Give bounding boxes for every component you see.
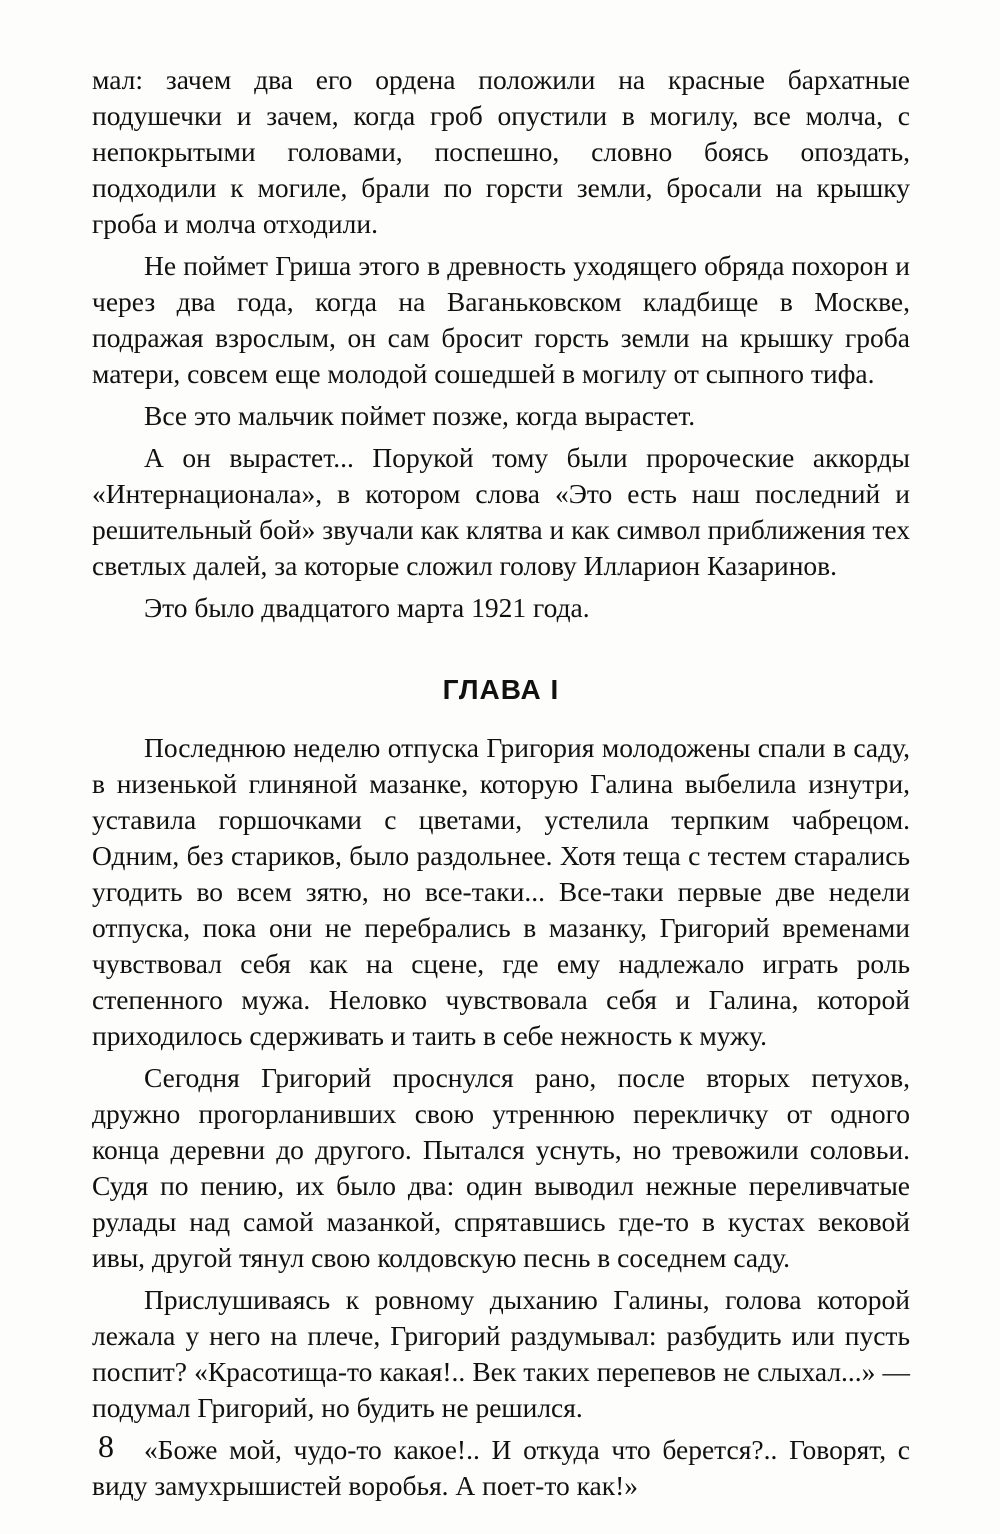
paragraph: Это было двадцатого марта 1921 года. bbox=[144, 592, 590, 623]
paragraph: Все это мальчик поймет позже, когда вырастет. bbox=[144, 400, 696, 431]
paragraph: А он вырастет... Порукой тому были пророческие аккорды «Интернационала», в котором слова «Это есть наш последний и решительный бой» звучали как клятва и как символ приближения тех светлых далей, за которые сложил голову Илларион Казаринов. bbox=[92, 442, 910, 581]
paragraph: Прислушиваясь к ровному дыханию Галины, голова которой лежала у него на плече, Григорий раздумывал: разбудить или пусть поспит? «Красотища-то какая!.. Век таких перепевов не слыхал...» — подумал Григорий, но будить не решился. bbox=[92, 1284, 910, 1423]
paragraph: Сегодня Григорий проснулся рано, после вторых петухов, дружно прогорланивших свою утреннюю перекличку от одного конца деревни до другого. Пытался уснуть, но тревожили соловьи. Судя по пению, их было два: один выводил нежные переливчатые рулады над самой мазанкой, спрятавшись где-то в кустах вековой ивы, другой тянул свою колдовскую песнь в соседнем саду. bbox=[92, 1062, 910, 1273]
paragraph: «Боже мой, чудо-то какое!.. И откуда что берется?.. Говорят, с виду замухрышистей воробья. А поет-то как!» bbox=[92, 1434, 910, 1501]
chapter-title: ГЛАВА I bbox=[442, 674, 560, 705]
page-body bbox=[92, 62, 910, 1510]
page-number: 8 bbox=[98, 1428, 114, 1464]
paragraph-continuation: мал: зачем два его ордена положили на красные бархатные подушечки и зачем, когда гроб опустили в могилу, все молча, с непокрытыми головами, поспешно, словно боясь опоздать, подходили к могиле, брали по горсти земли, бросали на крышку гроба и молча отходили. bbox=[92, 64, 910, 239]
paragraph: Последнюю неделю отпуска Григория молодожены спали в саду, в низенькой глиняной мазанке, которую Галина выбелила изнутри, уставила горшочками с цветами, устелила терпким чабрецом. Одним, без стариков, было раздольнее. Хотя теща с тестем старались угодить во всем зятю, но все-таки... Все-таки первые две недели отпуска, пока они не перебрались в мазанку, Григорий временами чувствовал себя как на сцене, где ему надлежало играть роль степенного мужа. Неловко чувствовала себя и Галина, которой приходилось сдерживать и таить в себе нежность к мужу. bbox=[92, 732, 910, 1051]
paragraph: Не поймет Гриша этого в древность уходящего обряда похорон и через два года, когда на Ваганьковском кладбище в Москве, подражая взрослым, он сам бросит горсть земли на крышку гроба матери, совсем еще молодой сошедшей в могилу от сыпного тифа. bbox=[92, 250, 910, 389]
